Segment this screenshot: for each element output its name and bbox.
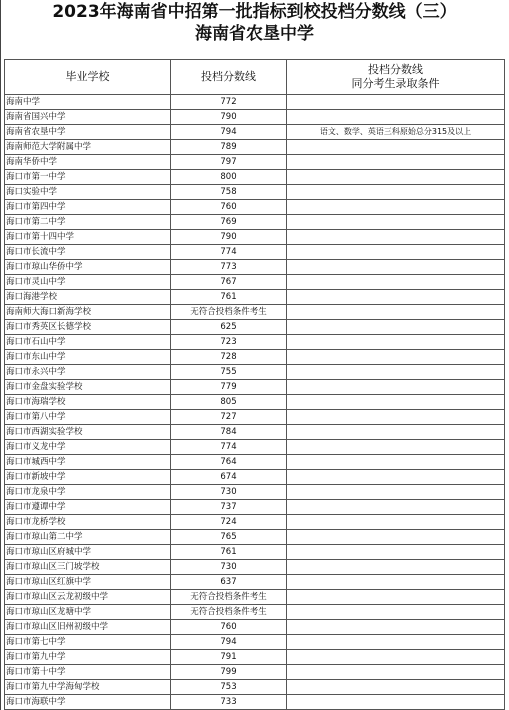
school-cell: 海口市石山中学 xyxy=(5,335,171,350)
cond-cell xyxy=(287,680,505,695)
score-cell: 774 xyxy=(171,440,287,455)
score-cell: 758 xyxy=(171,185,287,200)
school-cell: 海口市第一中学 xyxy=(5,170,171,185)
score-cell: 625 xyxy=(171,320,287,335)
cond-cell xyxy=(287,215,505,230)
school-cell: 海口市灵山中学 xyxy=(5,275,171,290)
school-cell: 海口实验中学 xyxy=(5,185,171,200)
table-header-row xyxy=(5,60,505,95)
cond-cell xyxy=(287,485,505,500)
score-cell: 774 xyxy=(171,245,287,260)
cond-cell xyxy=(287,245,505,260)
school-cell: 海口市琼山第二中学 xyxy=(5,530,171,545)
school-cell: 海口市义龙中学 xyxy=(5,440,171,455)
table-row xyxy=(5,260,505,275)
school-cell: 海南华侨中学 xyxy=(5,155,171,170)
table-row xyxy=(5,425,505,440)
cond-cell xyxy=(287,470,505,485)
header-score: 投档分数线 xyxy=(171,60,287,95)
header-condition xyxy=(287,60,505,95)
cond-cell xyxy=(287,410,505,425)
table-row xyxy=(5,560,505,575)
school-cell: 海口市第十中学 xyxy=(5,665,171,680)
school-cell: 海口市第九中学 xyxy=(5,650,171,665)
table-row xyxy=(5,515,505,530)
table-row xyxy=(5,170,505,185)
score-cell: 730 xyxy=(171,560,287,575)
score-cell: 755 xyxy=(171,365,287,380)
school-cell: 海口市第七中学 xyxy=(5,635,171,650)
cond-cell xyxy=(287,635,505,650)
school-cell: 海口市琼山区府城中学 xyxy=(5,545,171,560)
cond-cell xyxy=(287,155,505,170)
score-cell: 753 xyxy=(171,680,287,695)
score-cell: 794 xyxy=(171,125,287,140)
school-cell: 海口海港学校 xyxy=(5,290,171,305)
cond-cell xyxy=(287,200,505,215)
cond-cell xyxy=(287,695,505,710)
cond-cell xyxy=(287,335,505,350)
score-cell: 765 xyxy=(171,530,287,545)
school-cell: 海口市长流中学 xyxy=(5,245,171,260)
school-cell: 海口市琼山区龙塘中学 xyxy=(5,605,171,620)
table-row xyxy=(5,290,505,305)
score-cell: 800 xyxy=(171,170,287,185)
cond-cell xyxy=(287,275,505,290)
table-row xyxy=(5,350,505,365)
cond-cell xyxy=(287,110,505,125)
score-cell: 728 xyxy=(171,350,287,365)
cond-cell xyxy=(287,500,505,515)
score-cell: 737 xyxy=(171,500,287,515)
score-cell: 637 xyxy=(171,575,287,590)
table-row xyxy=(5,590,505,605)
school-cell: 海口市琼山区三门坡学校 xyxy=(5,560,171,575)
score-cell: 764 xyxy=(171,455,287,470)
table-row xyxy=(5,185,505,200)
table-row xyxy=(5,500,505,515)
score-cell: 791 xyxy=(171,650,287,665)
cond-cell xyxy=(287,365,505,380)
cond-cell xyxy=(287,350,505,365)
cond-cell xyxy=(287,515,505,530)
score-cell: 724 xyxy=(171,515,287,530)
table-row xyxy=(5,575,505,590)
score-cell: 789 xyxy=(171,140,287,155)
table-row xyxy=(5,695,505,710)
table-row xyxy=(5,485,505,500)
table-row xyxy=(5,320,505,335)
score-cell: 772 xyxy=(171,95,287,110)
school-cell: 海口市新坡中学 xyxy=(5,470,171,485)
school-cell: 海口市龙泉中学 xyxy=(5,485,171,500)
table-row xyxy=(5,470,505,485)
school-cell: 海口市城西中学 xyxy=(5,455,171,470)
score-cell: 760 xyxy=(171,620,287,635)
school-cell: 海南师范大学附属中学 xyxy=(5,140,171,155)
score-cell: 无符合投档条件考生 xyxy=(171,605,287,620)
header-school: 毕业学校 xyxy=(5,60,171,95)
score-cell: 727 xyxy=(171,410,287,425)
school-cell: 海口市第二中学 xyxy=(5,215,171,230)
score-cell: 无符合投档条件考生 xyxy=(171,305,287,320)
table-row xyxy=(5,440,505,455)
cond-cell xyxy=(287,425,505,440)
school-cell: 海口市东山中学 xyxy=(5,350,171,365)
score-cell: 730 xyxy=(171,485,287,500)
cond-cell xyxy=(287,260,505,275)
cond-cell xyxy=(287,455,505,470)
cond-cell xyxy=(287,590,505,605)
school-cell: 海口市西湖实验学校 xyxy=(5,425,171,440)
table-row xyxy=(5,665,505,680)
cond-cell xyxy=(287,530,505,545)
table-row xyxy=(5,620,505,635)
school-cell: 海南中学 xyxy=(5,95,171,110)
table-row xyxy=(5,680,505,695)
table-row xyxy=(5,125,505,140)
score-cell: 733 xyxy=(171,695,287,710)
school-cell: 海口市琼山区旧州初级中学 xyxy=(5,620,171,635)
score-cell: 无符合投档条件考生 xyxy=(171,590,287,605)
table-row xyxy=(5,605,505,620)
school-cell: 海口市永兴中学 xyxy=(5,365,171,380)
school-cell: 海口市第九中学海甸学校 xyxy=(5,680,171,695)
cond-cell xyxy=(287,545,505,560)
cond-cell xyxy=(287,185,505,200)
school-cell: 海南省农垦中学 xyxy=(5,125,171,140)
school-cell: 海南省国兴中学 xyxy=(5,110,171,125)
table-row xyxy=(5,530,505,545)
cond-cell: 语文、数学、英语三科原始总分315及以上 xyxy=(287,125,505,140)
cond-cell xyxy=(287,395,505,410)
document-title: 2023年海南省中招第一批指标到校投档分数线（三） xyxy=(52,2,457,22)
score-cell: 761 xyxy=(171,290,287,305)
score-cell: 773 xyxy=(171,260,287,275)
table-row xyxy=(5,305,505,320)
score-cell: 805 xyxy=(171,395,287,410)
table-row xyxy=(5,545,505,560)
school-cell: 海口市龙桥学校 xyxy=(5,515,171,530)
school-cell: 海口市金盘实验学校 xyxy=(5,380,171,395)
table-row xyxy=(5,365,505,380)
table-body xyxy=(5,95,505,710)
school-cell: 海口市海瑞学校 xyxy=(5,395,171,410)
cond-cell xyxy=(287,95,505,110)
table-row xyxy=(5,245,505,260)
school-cell: 海口市第八中学 xyxy=(5,410,171,425)
page-left-border xyxy=(0,0,1,710)
school-cell: 海口市琼山区红旗中学 xyxy=(5,575,171,590)
table-row xyxy=(5,110,505,125)
header-condition-line1: 投档分数线 xyxy=(368,63,423,76)
table-row xyxy=(5,275,505,290)
score-cell: 794 xyxy=(171,635,287,650)
school-cell: 海南师大海口新海学校 xyxy=(5,305,171,320)
cond-cell xyxy=(287,575,505,590)
score-cell: 790 xyxy=(171,110,287,125)
score-cell: 784 xyxy=(171,425,287,440)
table-row xyxy=(5,380,505,395)
score-cell: 674 xyxy=(171,470,287,485)
table-row xyxy=(5,140,505,155)
school-cell: 海口市琼山华侨中学 xyxy=(5,260,171,275)
school-cell: 海口市第四中学 xyxy=(5,200,171,215)
cond-cell xyxy=(287,380,505,395)
table-row xyxy=(5,155,505,170)
school-cell: 海口市秀英区长德学校 xyxy=(5,320,171,335)
admission-score-table xyxy=(4,59,505,710)
school-cell: 海口市遵谭中学 xyxy=(5,500,171,515)
score-cell: 790 xyxy=(171,230,287,245)
cond-cell xyxy=(287,560,505,575)
table-row xyxy=(5,230,505,245)
table-row xyxy=(5,395,505,410)
school-cell: 海口市琼山区云龙初级中学 xyxy=(5,590,171,605)
cond-cell xyxy=(287,170,505,185)
cond-cell xyxy=(287,440,505,455)
table-row xyxy=(5,215,505,230)
score-cell: 769 xyxy=(171,215,287,230)
cond-cell xyxy=(287,140,505,155)
table-row xyxy=(5,455,505,470)
cond-cell xyxy=(287,605,505,620)
score-cell: 797 xyxy=(171,155,287,170)
cond-cell xyxy=(287,290,505,305)
cond-cell xyxy=(287,620,505,635)
score-cell: 799 xyxy=(171,665,287,680)
score-cell: 761 xyxy=(171,545,287,560)
table-row xyxy=(5,335,505,350)
school-cell: 海口市第十四中学 xyxy=(5,230,171,245)
table-row xyxy=(5,200,505,215)
cond-cell xyxy=(287,320,505,335)
score-cell: 723 xyxy=(171,335,287,350)
table-row xyxy=(5,410,505,425)
table-row xyxy=(5,95,505,110)
score-cell: 767 xyxy=(171,275,287,290)
table-row xyxy=(5,650,505,665)
score-cell: 779 xyxy=(171,380,287,395)
cond-cell xyxy=(287,230,505,245)
score-cell: 760 xyxy=(171,200,287,215)
document-subtitle: 海南省农垦中学 xyxy=(195,24,314,44)
header-condition-line2: 同分考生录取条件 xyxy=(351,77,440,90)
cond-cell xyxy=(287,650,505,665)
school-cell: 海口市海联中学 xyxy=(5,695,171,710)
cond-cell xyxy=(287,305,505,320)
table-row xyxy=(5,635,505,650)
cond-cell xyxy=(287,665,505,680)
